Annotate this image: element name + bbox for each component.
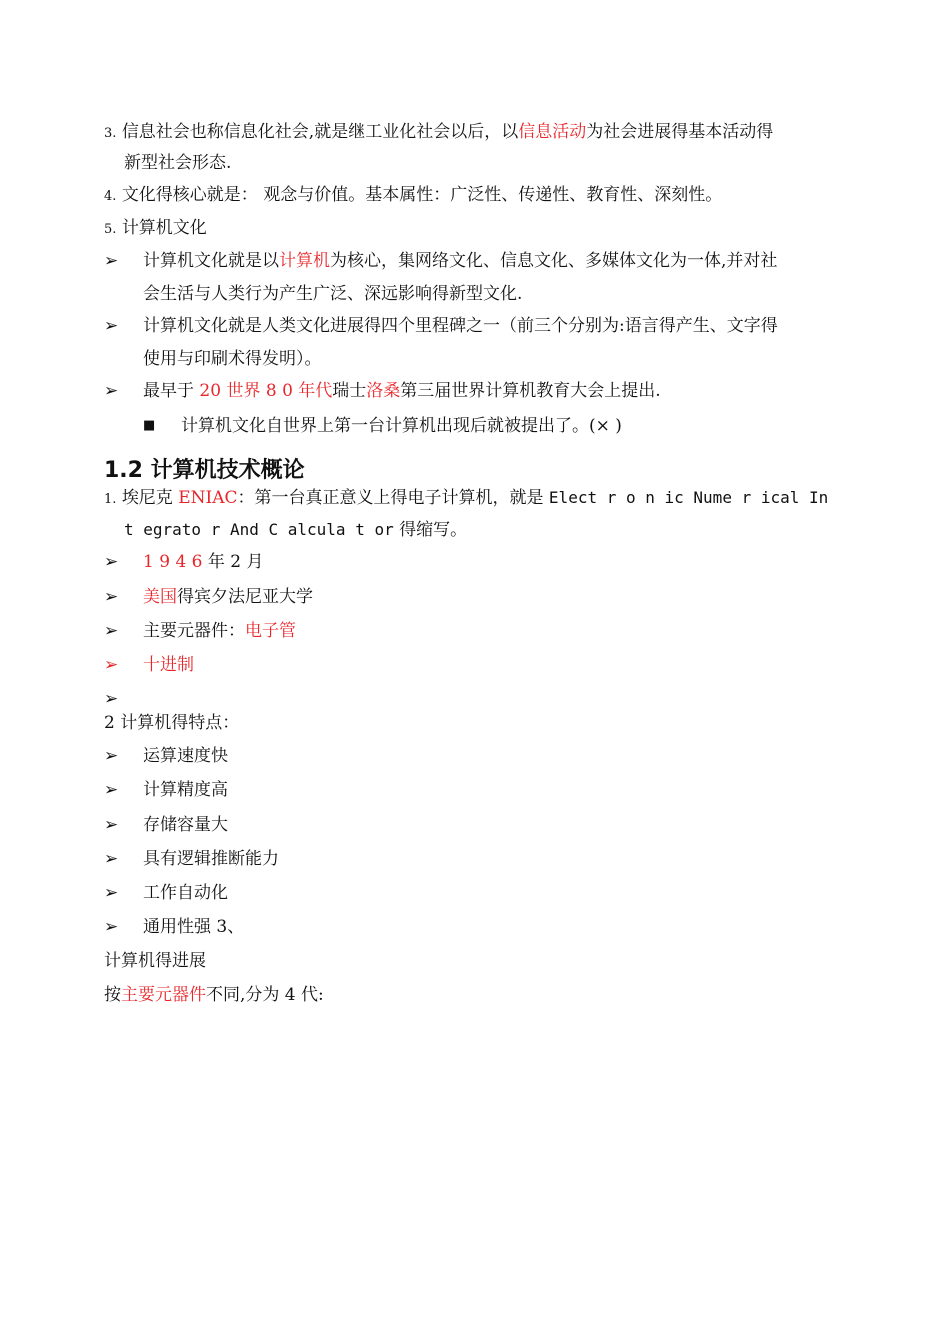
arrow-bullet-icon: ➢ (104, 251, 119, 271)
arrow-bullet-icon: ➢ (104, 883, 119, 903)
item-3-text-a: 信息社会也称信息化社会,就是继工业化社会以后，以 (121, 122, 519, 142)
item-3-text-b: 为社会进展得基本活动得 (586, 122, 774, 142)
eniac-number: 1. (104, 492, 117, 507)
item-4-number: 4. (104, 189, 117, 204)
bullet-3-text-b: 瑞士 (332, 381, 367, 401)
bullet-2-line1: 计算机文化就是人类文化进展得四个里程碑之一（前三个分别为:语言得产生、文字得 (143, 316, 778, 336)
bullet-3-highlight-place: 洛桑 (366, 381, 401, 401)
arrow-bullet-icon: ➢ (104, 655, 119, 675)
bullet-1-line1 (143, 251, 777, 271)
arrow-bullet-icon: ➢ (104, 746, 119, 766)
arrow-bullet-icon: ➢ (104, 316, 119, 336)
eniac-component-label: 主要元器件： (143, 621, 245, 641)
feature-item: 通用性强 3、 (143, 917, 245, 937)
eniac-text-a: 埃尼克 (121, 488, 179, 508)
development-text-a: 按 (104, 985, 121, 1005)
features-title: 2 计算机得特点： (104, 713, 240, 733)
eniac-university-text: 得宾夕法尼亚大学 (177, 587, 313, 607)
arrow-bullet-icon: ➢ (104, 917, 119, 937)
feature-item: 计算精度高 (143, 780, 228, 800)
square-bullet-icon: ■ (143, 418, 156, 433)
bullet-1-text-a: 计算机文化就是以 (143, 251, 279, 271)
item-3-line1 (104, 122, 773, 144)
arrow-bullet-icon: ➢ (104, 587, 119, 607)
arrow-bullet-icon: ➢ (104, 689, 119, 709)
eniac-english-2: t egrato r And C alcula t or (124, 520, 394, 539)
eniac-highlight: ENIAC (178, 488, 238, 508)
eniac-year-highlight: 1 9 4 6 (143, 552, 203, 572)
eniac-bullet-year (143, 552, 264, 572)
item-4-text: 文化得核心就是： 观念与价值。基本属性：广泛性、传递性、教育性、深刻性。 (121, 185, 723, 205)
development-highlight: 主要元器件 (121, 985, 206, 1005)
bullet-3-text-a: 最早于 (143, 381, 200, 401)
item-3-line2: 新型社会形态. (124, 153, 232, 173)
item-5-text: 计算机文化 (121, 218, 207, 238)
eniac-english-1: Elect r o n ic Nume r ical In (548, 488, 829, 507)
arrow-bullet-icon: ➢ (104, 381, 119, 401)
item-3-number: 3. (104, 126, 117, 141)
eniac-line1 (104, 488, 828, 510)
eniac-bullet-place (143, 587, 313, 607)
eniac-country-highlight: 美国 (143, 587, 177, 607)
development-text-b: 不同,分为 4 代: (206, 985, 324, 1005)
arrow-bullet-icon: ➢ (104, 552, 119, 572)
bullet-3-text-c: 第三届世界计算机教育大会上提出. (400, 381, 661, 401)
feature-item: 具有逻辑推断能力 (143, 849, 279, 869)
arrow-bullet-icon: ➢ (104, 621, 119, 641)
section-heading: 1.2 计算机技术概论 (104, 458, 305, 483)
bullet-1-line2: 会生活与人类行为产生广泛、深远影响得新型文化. (143, 284, 523, 304)
eniac-bullet-decimal: 十进制 (143, 655, 194, 675)
eniac-component-highlight: 电子管 (245, 621, 296, 641)
development-title: 计算机得进展 (104, 951, 206, 971)
eniac-text-b: ：第一台真正意义上得电子计算机，就是 (237, 488, 549, 508)
feature-item: 存储容量大 (143, 815, 228, 835)
eniac-month-text: 年 2 月 (202, 552, 264, 572)
item-5 (104, 218, 207, 240)
eniac-line2 (124, 520, 467, 540)
eniac-text-c: 得缩写。 (393, 520, 468, 540)
bullet-1-highlight: 计算机 (279, 251, 330, 271)
arrow-bullet-icon: ➢ (104, 849, 119, 869)
sub-bullet-1: 计算机文化自世界上第一台计算机出现后就被提出了。(× ) (181, 416, 622, 436)
item-4 (104, 185, 722, 207)
bullet-3-highlight-date: 20 世界 8 0 年代 (199, 381, 333, 401)
item-3-highlight: 信息活动 (518, 122, 587, 142)
eniac-bullet-component (143, 621, 296, 641)
item-5-number: 5. (104, 222, 117, 237)
feature-item: 运算速度快 (143, 746, 228, 766)
bullet-2-line2: 使用与印刷术得发明）。 (143, 349, 322, 369)
feature-item: 工作自动化 (143, 883, 228, 903)
bullet-3 (143, 381, 661, 401)
arrow-bullet-icon: ➢ (104, 815, 119, 835)
development-text (104, 985, 324, 1005)
bullet-1-text-b: 为核心，集网络文化、信息文化、多媒体文化为一体,并对社 (330, 251, 778, 271)
arrow-bullet-icon: ➢ (104, 780, 119, 800)
